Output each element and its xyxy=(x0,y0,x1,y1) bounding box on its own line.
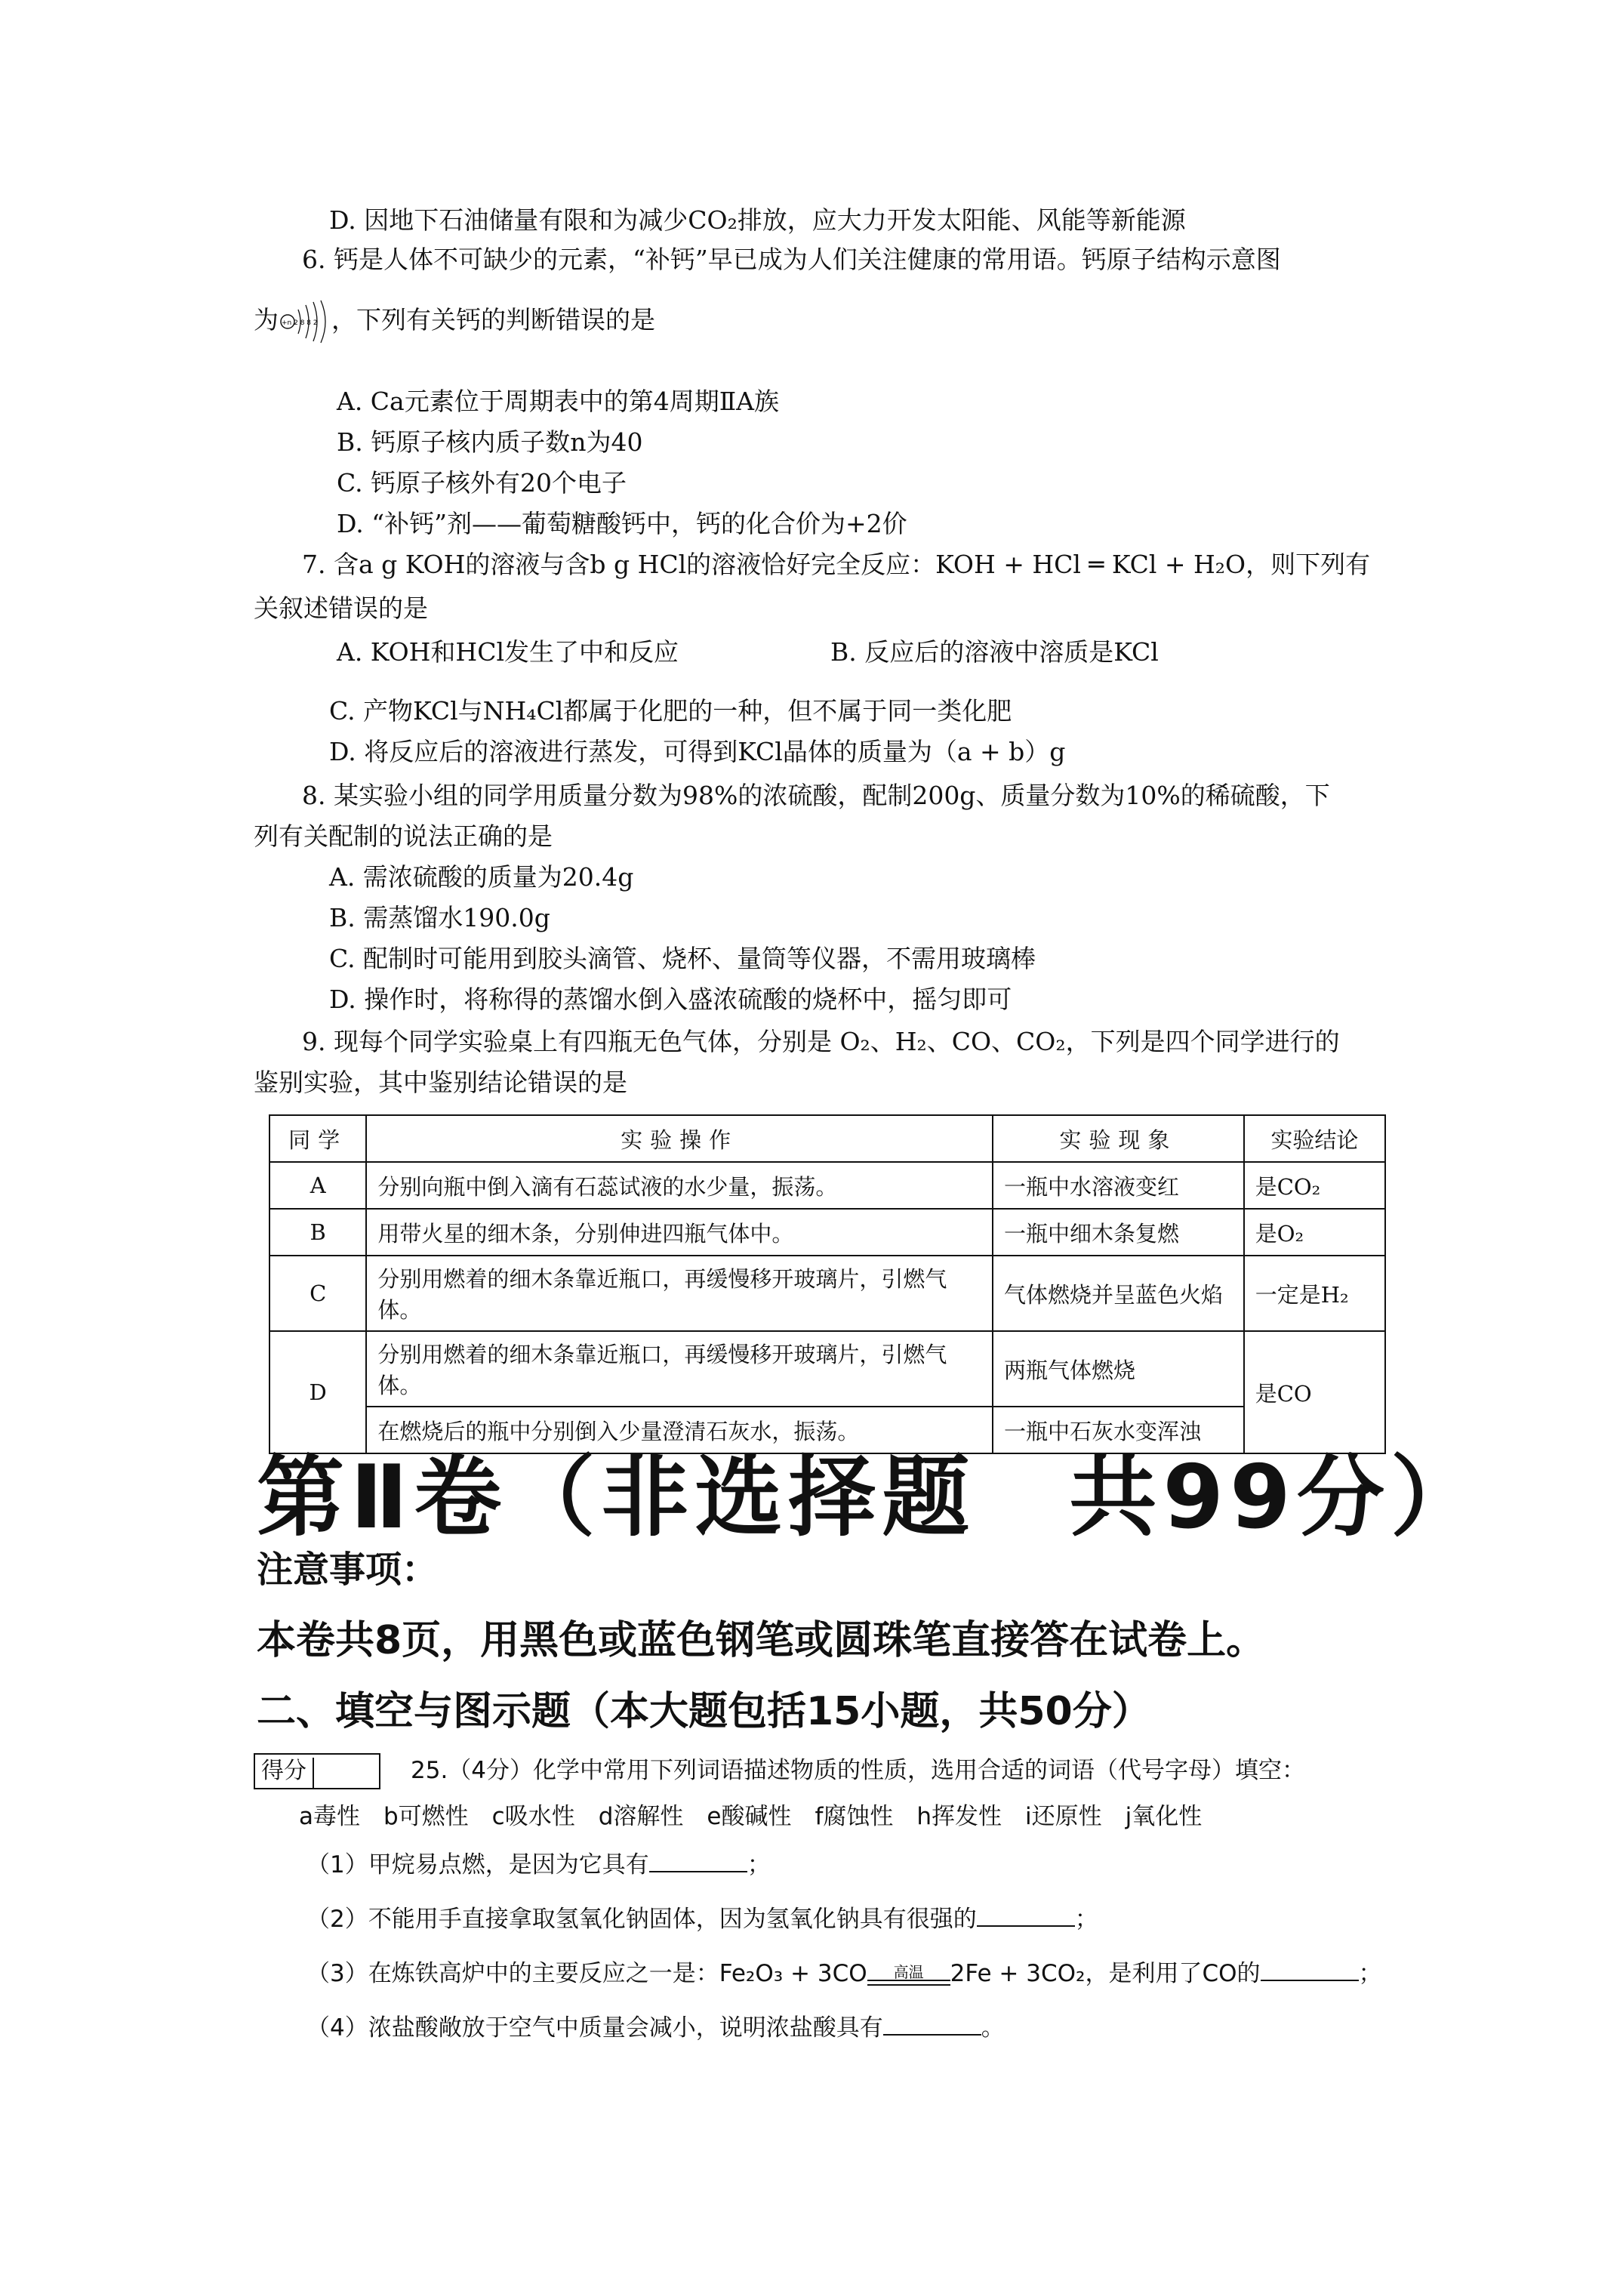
calcium-atom-diagram xyxy=(279,299,331,344)
q25-choices: a毒性 b可燃性 c吸水性 d溶解性 e酸碱性 f腐蚀性 h挥发性 i还原性 j氧化性 xyxy=(299,1803,1203,1830)
cell-operation: 分别用燃着的细木条靠近瓶口，再缓慢移开玻璃片，引燃气体。 xyxy=(366,1256,993,1331)
notice-title: 注意事项： xyxy=(257,1549,439,1591)
q25-stem: 25.（4分）化学中常用下列词语描述物质的性质，选用合适的词语（代号字母）填空： xyxy=(411,1757,1306,1784)
q6-stem: 6. 钙是人体不可缺少的元素，“补钙”早已成为人们关注健康的常用语。钙原子结构示意图 xyxy=(302,245,1281,274)
q7-option-b: B. 反应后的溶液中溶质是KCl xyxy=(830,637,1159,667)
notice-body: 本卷共8页，用黑色或蓝色钢笔或圆珠笔直接答在试卷上。 xyxy=(257,1618,1266,1663)
q7-stem: 7. 含a g KOH的溶液与含b g HCl的溶液恰好完全反应：KOH + HCl ═ KCl + H₂O，则下列有 xyxy=(302,550,1371,579)
section-title: 二、填空与图示题（本大题包括15小题，共50分） xyxy=(257,1689,1151,1734)
cell-conclusion: 是CO xyxy=(1244,1331,1385,1453)
q7-stem-line2: 关叙述错误的是 xyxy=(254,593,428,623)
cell-student: C xyxy=(269,1256,366,1331)
table-row xyxy=(269,1162,1385,1209)
cell-operation: 用带火星的细木条，分别伸进四瓶气体中。 xyxy=(366,1209,993,1256)
q5-option-d: D. 因地下石油储量有限和为减少CO₂排放，应大力开发太阳能、风能等新能源 xyxy=(329,205,1186,235)
q8-option-d: D. 操作时，将称得的蒸馏水倒入盛浓硫酸的烧杯中，摇匀即可 xyxy=(329,985,1012,1014)
cell-conclusion: 是O₂ xyxy=(1244,1209,1385,1256)
table-row xyxy=(269,1331,1385,1407)
cell-operation: 在燃烧后的瓶中分别倒入少量澄清石灰水，振荡。 xyxy=(366,1407,993,1453)
answer-blank-4[interactable] xyxy=(883,2011,981,2036)
answer-blank-1[interactable] xyxy=(649,1848,747,1872)
cell-phenomenon: 气体燃烧并呈蓝色火焰 xyxy=(993,1256,1244,1331)
table-row xyxy=(269,1209,1385,1256)
table-header-row xyxy=(269,1115,1385,1162)
cell-operation: 分别用燃着的细木条靠近瓶口，再缓慢移开玻璃片，引燃气体。 xyxy=(366,1331,993,1407)
q9-stem: 9. 现每个同学实验桌上有四瓶无色气体，分别是 O₂、H₂、CO、CO₂，下列是四个同学进行的 xyxy=(302,1027,1340,1056)
experiment-table xyxy=(269,1114,1386,1454)
q25-sub4: （4）浓盐酸敞放于空气中质量会减小，说明浓盐酸具有 。 xyxy=(306,2011,1005,2045)
score-field[interactable] xyxy=(313,1758,373,1788)
q8-stem: 8. 某实验小组的同学用质量分数为98%的浓硫酸，配制200g、质量分数为10%的稀硫酸，下 xyxy=(302,781,1330,810)
reaction-arrow: 高温 xyxy=(867,1965,950,1986)
q8-stem-line2: 列有关配制的说法正确的是 xyxy=(254,821,553,851)
q7-option-d: D. 将反应后的溶液进行蒸发，可得到KCl晶体的质量为（a + b）g xyxy=(329,737,1066,766)
cell-conclusion: 是CO₂ xyxy=(1244,1162,1385,1209)
q8-option-b: B. 需蒸馏水190.0g xyxy=(329,903,550,932)
answer-blank-2[interactable] xyxy=(977,1903,1075,1927)
answer-blank-3[interactable] xyxy=(1261,1957,1359,1981)
q6-stem-line2: 为 +n 2 8 8 2 ，下列有关钙的判断错误的是 xyxy=(254,299,655,344)
q25-stem-line xyxy=(254,1753,1305,1789)
cell-student: B xyxy=(269,1209,366,1256)
q6-option-c: C. 钙原子核外有20个电子 xyxy=(337,468,627,498)
q6-option-d: D. “补钙”剂——葡萄糖酸钙中，钙的化合价为+2价 xyxy=(337,509,907,538)
q6-option-b: B. 钙原子核内质子数n为40 xyxy=(337,427,643,457)
q8-option-a: A. 需浓硫酸的质量为20.4g xyxy=(329,862,634,892)
cell-phenomenon: 两瓶气体燃烧 xyxy=(993,1331,1244,1407)
q6-option-a: A. Ca元素位于周期表中的第4周期ⅡA族 xyxy=(337,387,779,416)
part2-heading: 第Ⅱ卷（非选择题 共99分） xyxy=(257,1447,1484,1549)
cell-conclusion: 一定是H₂ xyxy=(1244,1256,1385,1331)
q7-option-a: A. KOH和HCl发生了中和反应 xyxy=(337,637,679,667)
cell-student: D xyxy=(269,1331,366,1453)
q25-sub2: （2）不能用手直接拿取氢氧化钠固体，因为氢氧化钠具有很强的 ； xyxy=(306,1903,1098,1936)
score-box: 得分 xyxy=(254,1753,380,1789)
cell-student: A xyxy=(269,1162,366,1209)
header-student: 同学 xyxy=(269,1115,366,1162)
q9-stem-line2: 鉴别实验，其中鉴别结论错误的是 xyxy=(254,1068,627,1097)
table-row xyxy=(269,1256,1385,1331)
q7-option-c: C. 产物KCl与NH₄Cl都属于化肥的一种，但不属于同一类化肥 xyxy=(329,696,1012,726)
header-operation: 实验操作 xyxy=(366,1115,993,1162)
header-conclusion: 实验结论 xyxy=(1244,1115,1385,1162)
q25-sub3: （3）在炼铁高炉中的主要反应之一是：Fe₂O₃ + 3CO 高温 2Fe + 3CO₂，是利用了CO的 ； xyxy=(306,1957,1382,1990)
cell-phenomenon: 一瓶中石灰水变浑浊 xyxy=(993,1407,1244,1453)
atom-label: +n 2 8 8 2 xyxy=(282,319,318,327)
cell-operation: 分别向瓶中倒入滴有石蕊试液的水少量，振荡。 xyxy=(366,1162,993,1209)
q25-sub1: （1）甲烷易点燃，是因为它具有 ； xyxy=(306,1848,771,1881)
cell-phenomenon: 一瓶中细木条复燃 xyxy=(993,1209,1244,1256)
header-phenomenon: 实验现象 xyxy=(993,1115,1244,1162)
q8-option-c: C. 配制时可能用到胶头滴管、烧杯、量筒等仪器，不需用玻璃棒 xyxy=(329,944,1036,973)
cell-phenomenon: 一瓶中水溶液变红 xyxy=(993,1162,1244,1209)
